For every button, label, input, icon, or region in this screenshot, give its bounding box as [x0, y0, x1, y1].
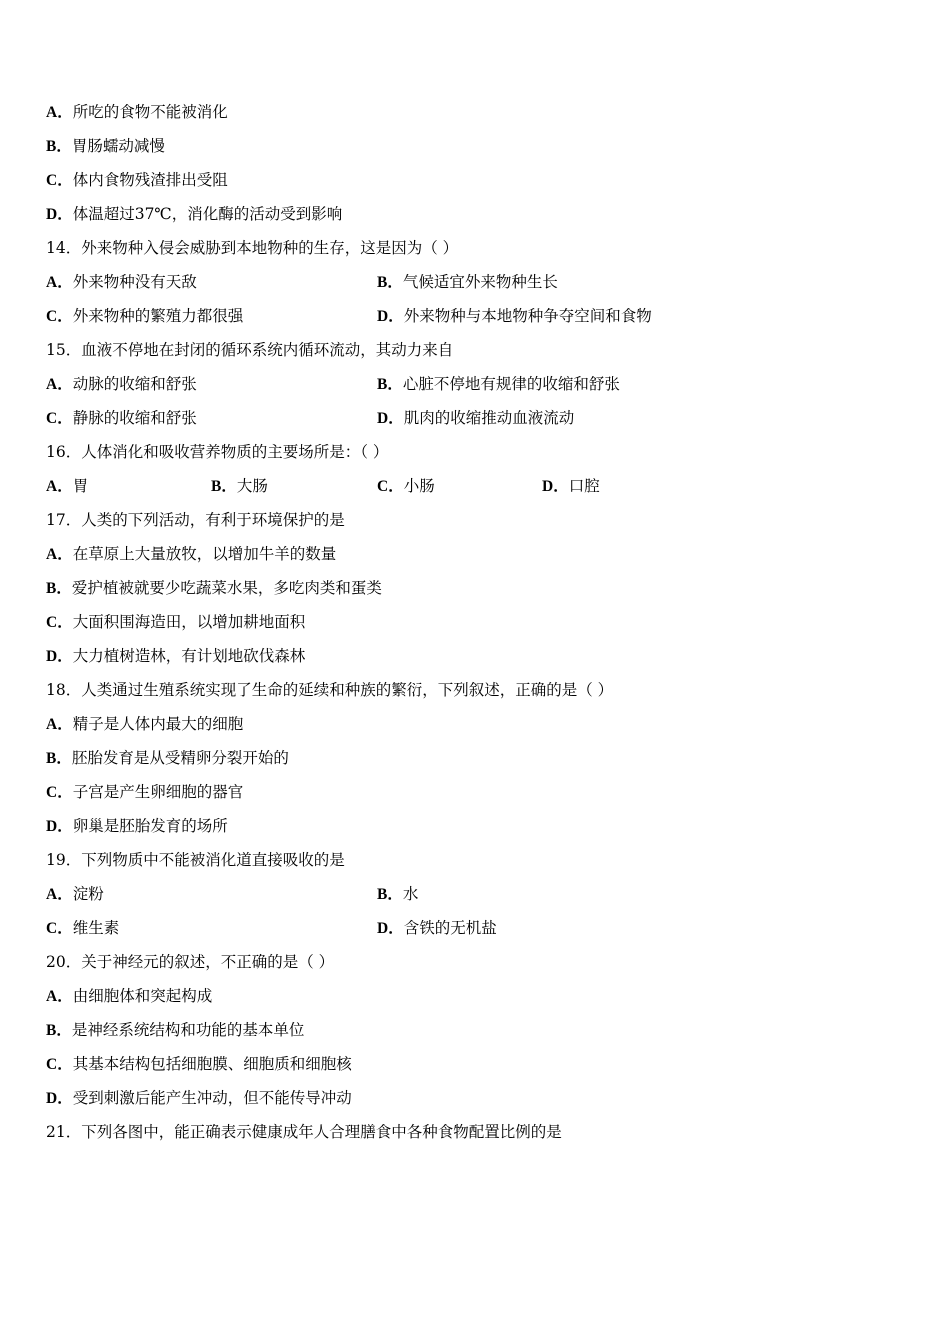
q18-stem: 18．人类通过生殖系统实现了生命的延续和种族的繁衍，下列叙述，正确的是（ ）: [46, 681, 614, 699]
q13-option-a: A．所吃的食物不能被消化: [46, 103, 228, 121]
q19-option-b: B．水: [377, 885, 419, 903]
q14-stem: 14．外来物种入侵会威胁到本地物种的生存，这是因为（ ）: [46, 239, 459, 257]
q16-options-row: [46, 474, 906, 498]
q13-option-b: B．胃肠蠕动减慢: [46, 137, 165, 155]
q19-option-a: A．淀粉: [46, 885, 104, 903]
q14-option-a: A．外来物种没有天敌: [46, 273, 197, 291]
q21-stem: 21．下列各图中，能正确表示健康成年人合理膳食中各种食物配置比例的是: [46, 1123, 562, 1141]
q15-stem: 15．血液不停地在封闭的循环系统内循环流动，其动力来自: [46, 341, 454, 359]
q18-option-a: A．精子是人体内最大的细胞: [46, 715, 244, 733]
q16-stem: 16．人体消化和吸收营养物质的主要场所是：（ ）: [46, 443, 389, 461]
q19-options-row-1: [46, 882, 906, 906]
q15-option-a: A．动脉的收缩和舒张: [46, 375, 197, 393]
q20-option-b: B．是神经系统结构和功能的基本单位: [46, 1021, 305, 1039]
q15-option-c: C．静脉的收缩和舒张: [46, 409, 197, 427]
q15-options-row-2: [46, 406, 906, 430]
q20-option-a: A．由细胞体和突起构成: [46, 987, 213, 1005]
q20-option-c: C．其基本结构包括细胞膜、细胞质和细胞核: [46, 1055, 352, 1073]
q15-option-b: B．心脏不停地有规律的收缩和舒张: [377, 375, 620, 393]
q18-option-b: B．胚胎发育是从受精卵分裂开始的: [46, 749, 289, 767]
q16-option-b: B．大肠: [211, 477, 268, 495]
q14-option-b: B．气候适宜外来物种生长: [377, 273, 558, 291]
q14-options-row-1: [46, 270, 906, 294]
q15-options-row-1: [46, 372, 906, 396]
q19-stem: 19．下列物质中不能被消化道直接吸收的是: [46, 851, 345, 869]
q19-options-row-2: [46, 916, 906, 940]
q15-option-d: D．肌肉的收缩推动血液流动: [377, 409, 575, 427]
q14-option-c: C．外来物种的繁殖力都很强: [46, 307, 244, 325]
q19-option-d: D．含铁的无机盐: [377, 919, 497, 937]
q14-option-d: D．外来物种与本地物种争夺空间和食物: [377, 307, 652, 325]
q17-stem: 17．人类的下列活动，有利于环境保护的是: [46, 511, 345, 529]
q18-option-c: C．子宫是产生卵细胞的器官: [46, 783, 244, 801]
q17-option-d: D．大力植树造林，有计划地砍伐森林: [46, 647, 306, 665]
q17-option-a: A．在草原上大量放牧，以增加牛羊的数量: [46, 545, 337, 563]
q16-option-c: C．小肠: [377, 477, 435, 495]
q13-option-d: D．体温超过37℃，消化酶的活动受到影响: [46, 205, 343, 223]
q18-option-d: D．卵巢是胚胎发育的场所: [46, 817, 228, 835]
q13-option-c: C．体内食物残渣排出受阻: [46, 171, 228, 189]
q16-option-d: D．口腔: [542, 477, 600, 495]
q19-option-c: C．维生素: [46, 919, 120, 937]
q17-option-b: B．爱护植被就要少吃蔬菜水果，多吃肉类和蛋类: [46, 579, 382, 597]
q16-option-a: A．胃: [46, 477, 89, 495]
q17-option-c: C．大面积围海造田，以增加耕地面积: [46, 613, 306, 631]
q14-options-row-2: [46, 304, 906, 328]
q20-option-d: D．受到刺激后能产生冲动，但不能传导冲动: [46, 1089, 352, 1107]
q20-stem: 20．关于神经元的叙述，不正确的是（ ）: [46, 953, 335, 971]
